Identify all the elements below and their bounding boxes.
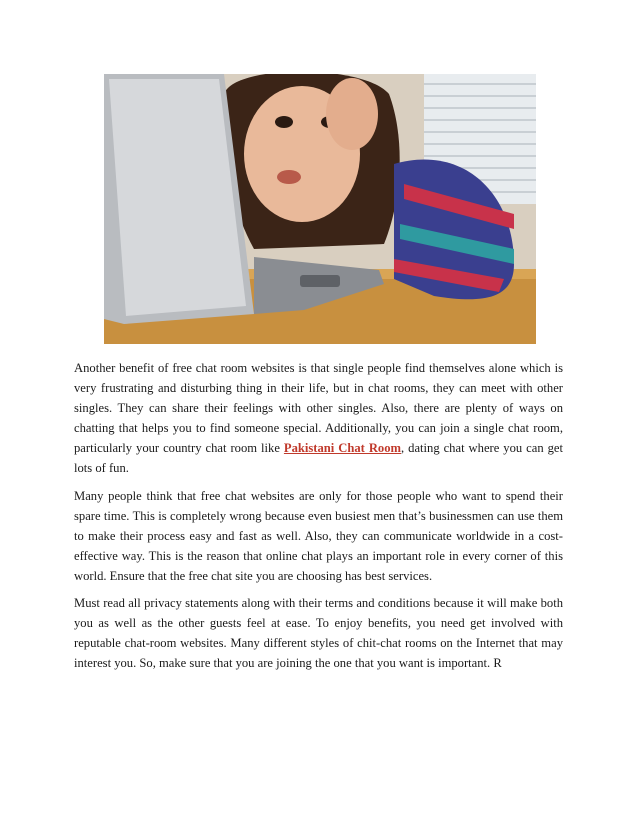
article-body [74,358,563,680]
paragraph-1-text-end: , dating chat where you can get lots of fun. [74,441,563,476]
paragraph-3: Must read all privacy statements along with their terms and conditions because it will make both you as well as the other guests feel at ease. To enjoy benefits, you need get involved with reputable chat-room websites. Many different styles of chit-chat rooms on the Internet that may interest you. So, make sure that you are joining the one that you want is important. R [74,596,563,671]
girl-at-laptop-image [104,74,536,344]
pakistani-chat-room-link[interactable]: Pakistani Chat Room [283,441,402,456]
paragraph-1 [74,358,563,479]
article-photo [104,74,536,344]
paragraph-1-text: Another benefit of free chat room websites is that single people find themselves alone which is very frustrating and disturbing thing in their life, but in chat rooms, they can meet with other singles. They can share their feelings with other singles. Also, there are plenty of ways on chatting that helps you to find someone special. Additionally, you can join a single chat room, particularly your country chat room like [74,361,563,456]
paragraph-2: Many people think that free chat websites are only for those people who want to spend their spare time. This is completely wrong because even busiest men that’s businessmen can use them to make their process easy and fast as well. Also, they can communicate worldwide in a cost-effective way. This is the reason that online chat plays an important role in every corner of this world. Ensure that the free chat site you are choosing has best services. [74,488,563,583]
